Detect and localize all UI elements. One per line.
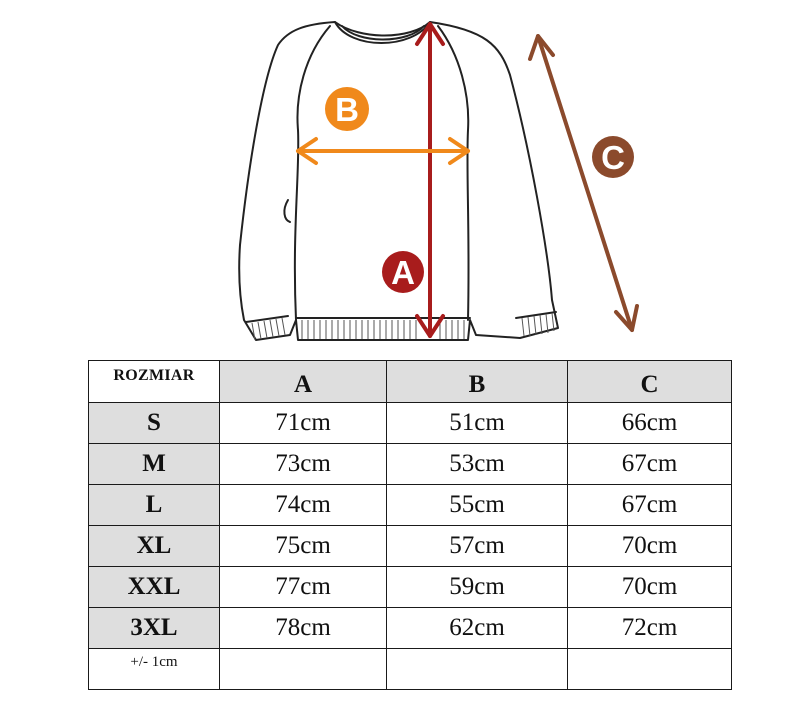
- value-b-cell: 53cm: [387, 444, 568, 485]
- table-row: [89, 608, 732, 649]
- table-header-row: [89, 361, 732, 403]
- size-cell: M: [89, 444, 220, 485]
- value-b-cell: 51cm: [387, 403, 568, 444]
- size-table: [88, 360, 732, 690]
- size-cell: XXL: [89, 567, 220, 608]
- empty-cell: [568, 649, 732, 690]
- value-c-cell: 67cm: [568, 485, 732, 526]
- table-row: [89, 526, 732, 567]
- value-c-cell: 72cm: [568, 608, 732, 649]
- arrow-a: [417, 24, 443, 336]
- value-b-cell: 62cm: [387, 608, 568, 649]
- badge-c-label: C: [601, 139, 625, 176]
- size-cell: L: [89, 485, 220, 526]
- table-row: [89, 444, 732, 485]
- value-c-cell: 66cm: [568, 403, 732, 444]
- value-a-cell: 75cm: [220, 526, 387, 567]
- tolerance-note: +/- 1cm: [89, 649, 220, 690]
- header-size: ROZMIAR: [89, 361, 220, 403]
- badge-a-label: A: [391, 254, 415, 291]
- empty-cell: [387, 649, 568, 690]
- sweatshirt-diagram: [0, 0, 794, 355]
- value-c-cell: 70cm: [568, 526, 732, 567]
- value-a-cell: 77cm: [220, 567, 387, 608]
- value-a-cell: 71cm: [220, 403, 387, 444]
- size-cell: XL: [89, 526, 220, 567]
- arrow-c: [530, 36, 637, 330]
- header-c: C: [568, 361, 732, 403]
- value-a-cell: 78cm: [220, 608, 387, 649]
- header-a: A: [220, 361, 387, 403]
- table-note-row: [89, 649, 732, 690]
- badge-b-label: B: [335, 91, 359, 128]
- arrow-b: [298, 139, 468, 163]
- value-b-cell: 55cm: [387, 485, 568, 526]
- table-row: [89, 567, 732, 608]
- size-cell: 3XL: [89, 608, 220, 649]
- value-a-cell: 74cm: [220, 485, 387, 526]
- value-a-cell: 73cm: [220, 444, 387, 485]
- table-row: [89, 485, 732, 526]
- sweatshirt-illustration: [0, 0, 794, 355]
- value-c-cell: 67cm: [568, 444, 732, 485]
- value-b-cell: 57cm: [387, 526, 568, 567]
- size-cell: S: [89, 403, 220, 444]
- value-c-cell: 70cm: [568, 567, 732, 608]
- table-row: [89, 403, 732, 444]
- header-b: B: [387, 361, 568, 403]
- empty-cell: [220, 649, 387, 690]
- value-b-cell: 59cm: [387, 567, 568, 608]
